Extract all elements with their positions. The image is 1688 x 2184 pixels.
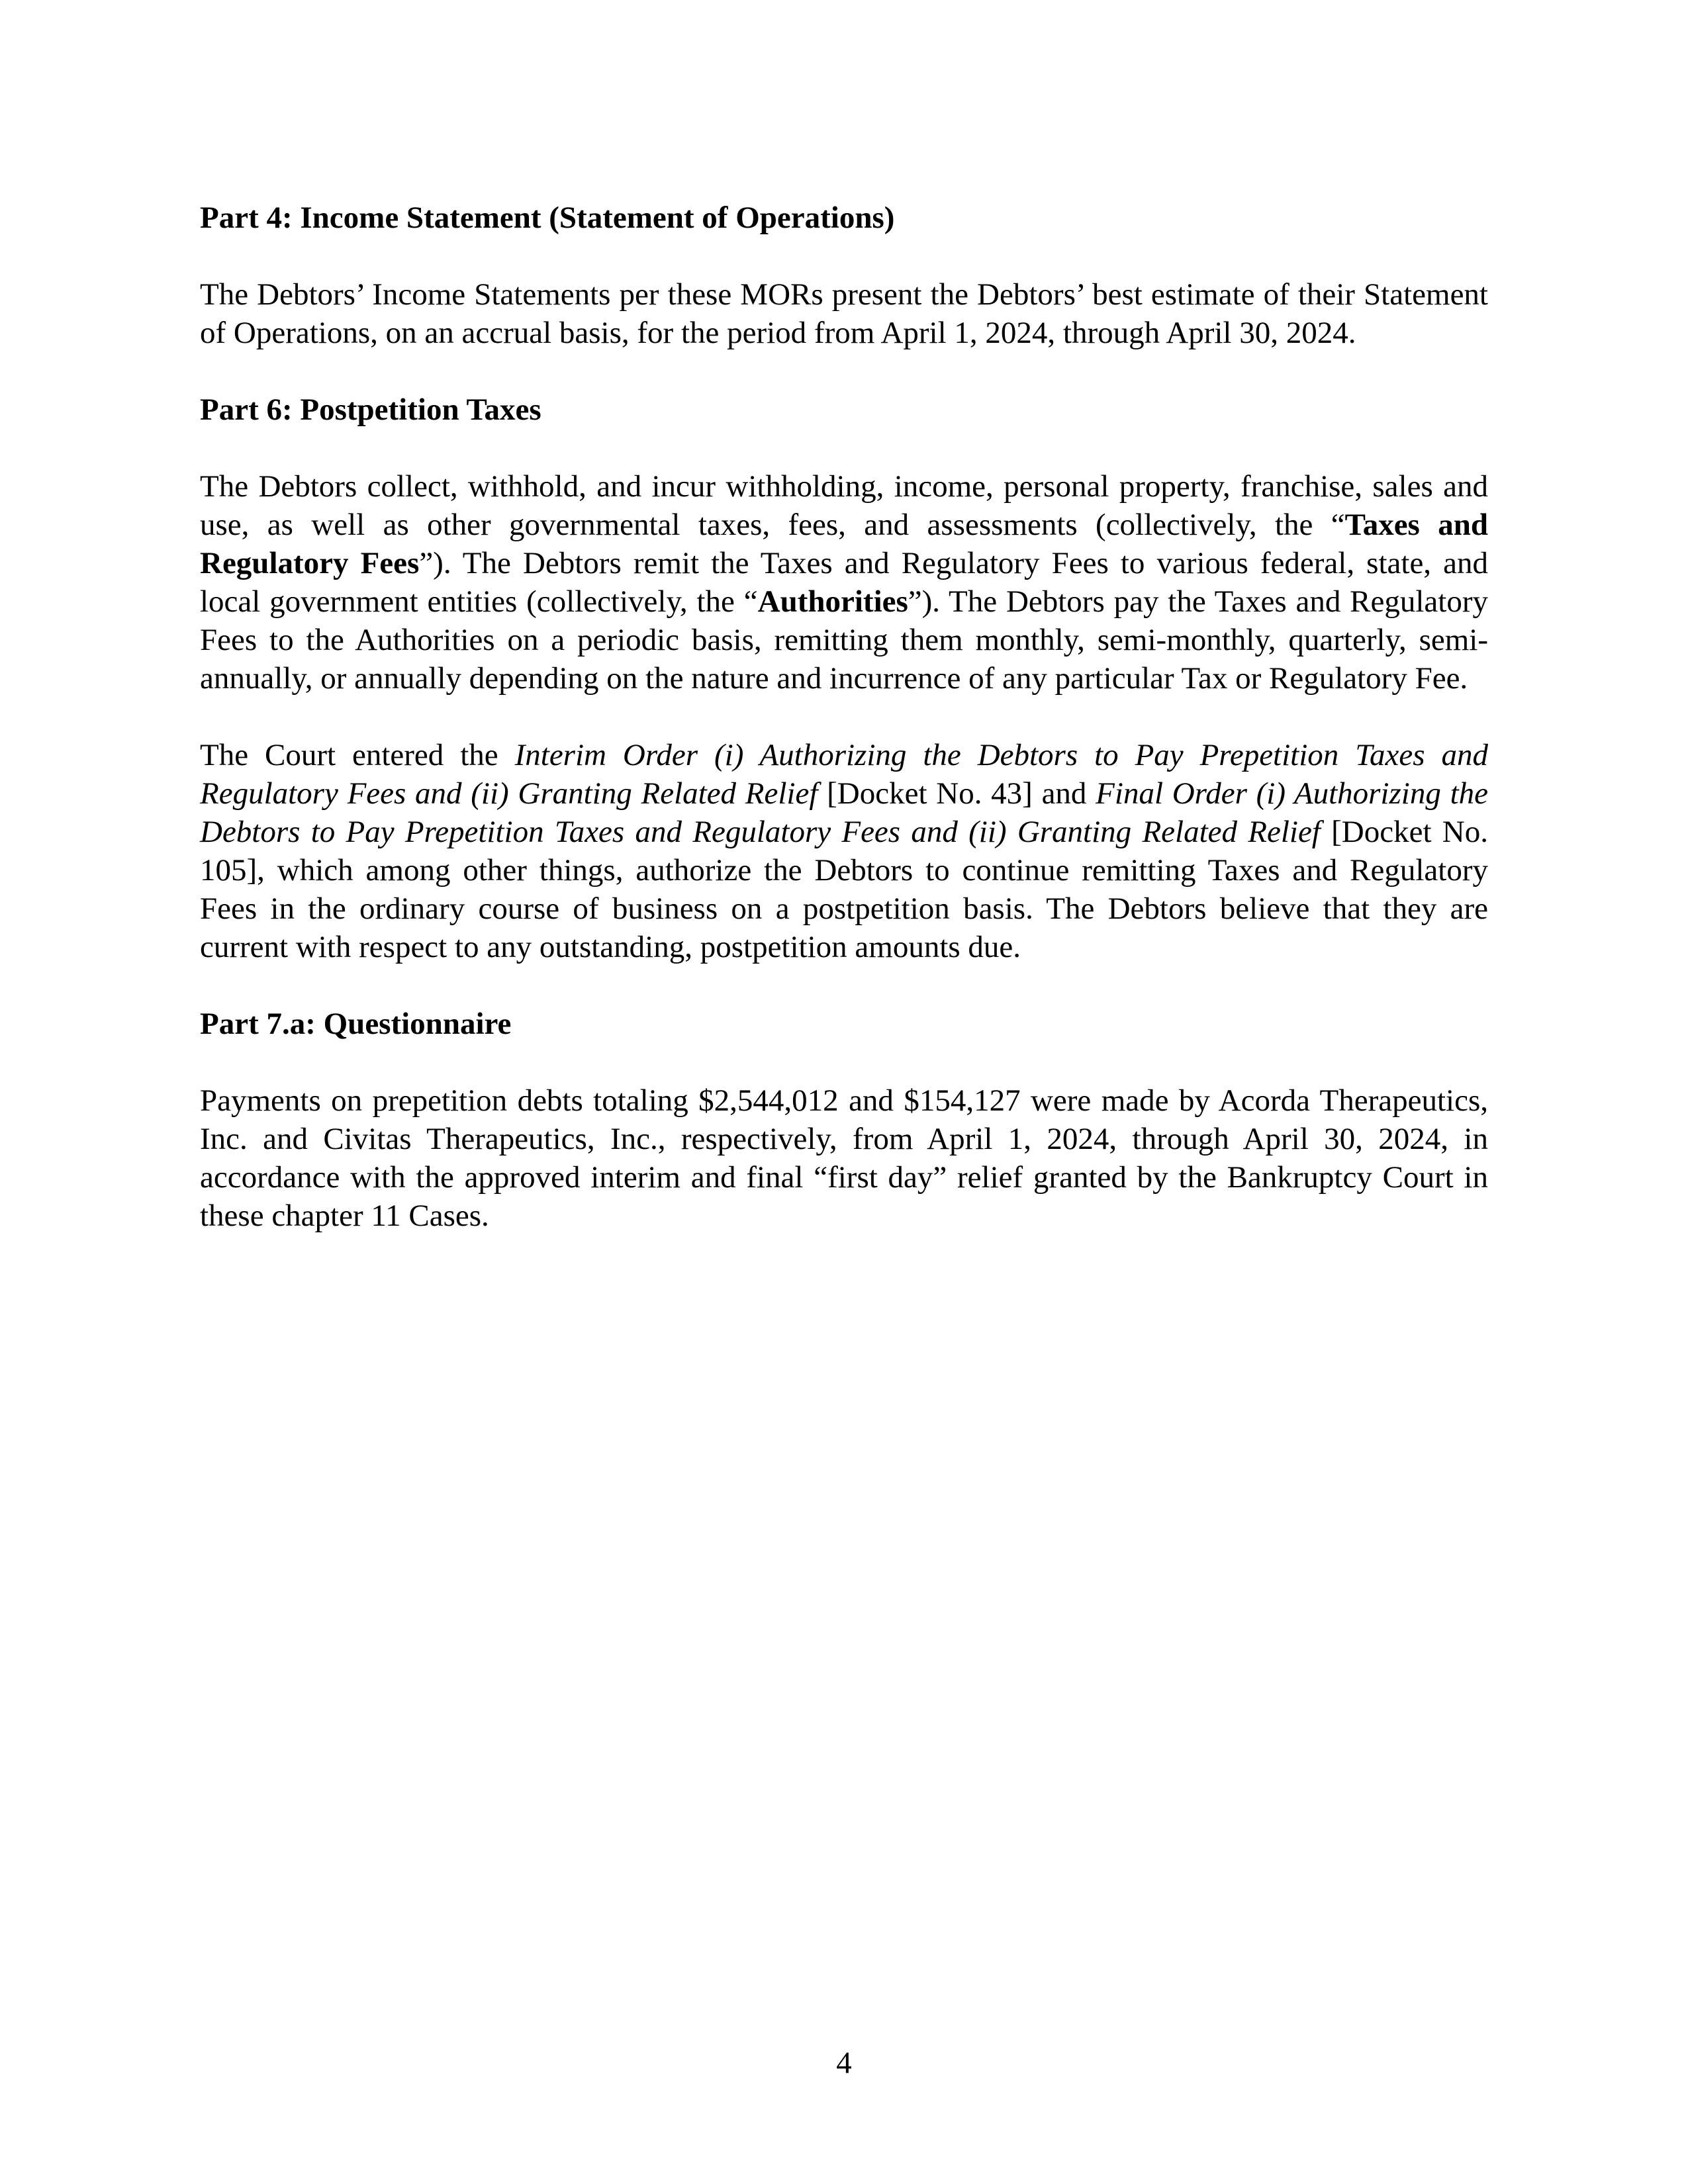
defined-term-authorities: Authorities: [757, 584, 908, 619]
text-run: The Court entered the: [200, 738, 515, 772]
part6-paragraph-1: [200, 467, 1488, 698]
text-run: The Debtors collect, withhold, and incur withholding, income, personal property, franchise, sales and use, as well as other governmental taxes, fees, and assessments (collectively, the “: [200, 469, 1488, 542]
part6-heading: Part 6: Postpetition Taxes: [200, 392, 541, 427]
document-page: [200, 199, 1488, 1235]
text-run: ”). The Debtors pay the Taxes and Regulatory Fees to the Authorities on a periodic basis, remitting them monthly, semi-monthly, quarterly, semi-annually, or annually depending on the nature and incurrence of any particular Tax or Regulatory Fee.: [200, 584, 1488, 696]
final-order-title: Final Order (i) Authorizing the Debtors to Pay Prepetition Taxes and Regulatory Fees and (ii) Granting Related Relief: [200, 776, 1488, 849]
text-run: [Docket No. 105], which among other things, authorize the Debtors to continue remitting Taxes and Regulatory Fees in the ordinary course of business on a postpetition basis. The Debtors believe that they are current with respect to any outstanding, postpetition amounts due.: [200, 815, 1488, 964]
part6-paragraph-2: [200, 736, 1488, 966]
text-run: ”). The Debtors remit the Taxes and Regulatory Fees to various federal, state, and local government entities (collectively, the “: [200, 546, 1488, 619]
interim-order-title: Interim Order (i) Authorizing the Debtors to Pay Prepetition Taxes and Regulatory Fees and (ii) Granting Related Relief: [200, 738, 1489, 811]
page-number: 4: [836, 2046, 852, 2080]
part4-paragraph: The Debtors’ Income Statements per these MORs present the Debtors’ best estimate of their Statement of Operations, on an accrual basis, for the period from April 1, 2024, through April 30, 2024.: [200, 277, 1488, 350]
part7a-paragraph: Payments on prepetition debts totaling $2,544,012 and $154,127 were made by Acorda Therapeutics, Inc. and Civitas Therapeutics, Inc., respectively, from April 1, 2024, through April 30, 2024, in accordance with the approved interim and final “first day” relief granted by the Bankruptcy Court in these chapter 11 Cases.: [200, 1083, 1488, 1233]
part4-heading: Part 4: Income Statement (Statement of Operations): [200, 201, 895, 235]
text-run: [Docket No. 43] and: [818, 776, 1096, 811]
part7a-heading: Part 7.a: Questionnaire: [200, 1007, 512, 1041]
defined-term-taxes-and-regulatory-fees: Taxes and Regulatory Fees: [200, 508, 1488, 580]
